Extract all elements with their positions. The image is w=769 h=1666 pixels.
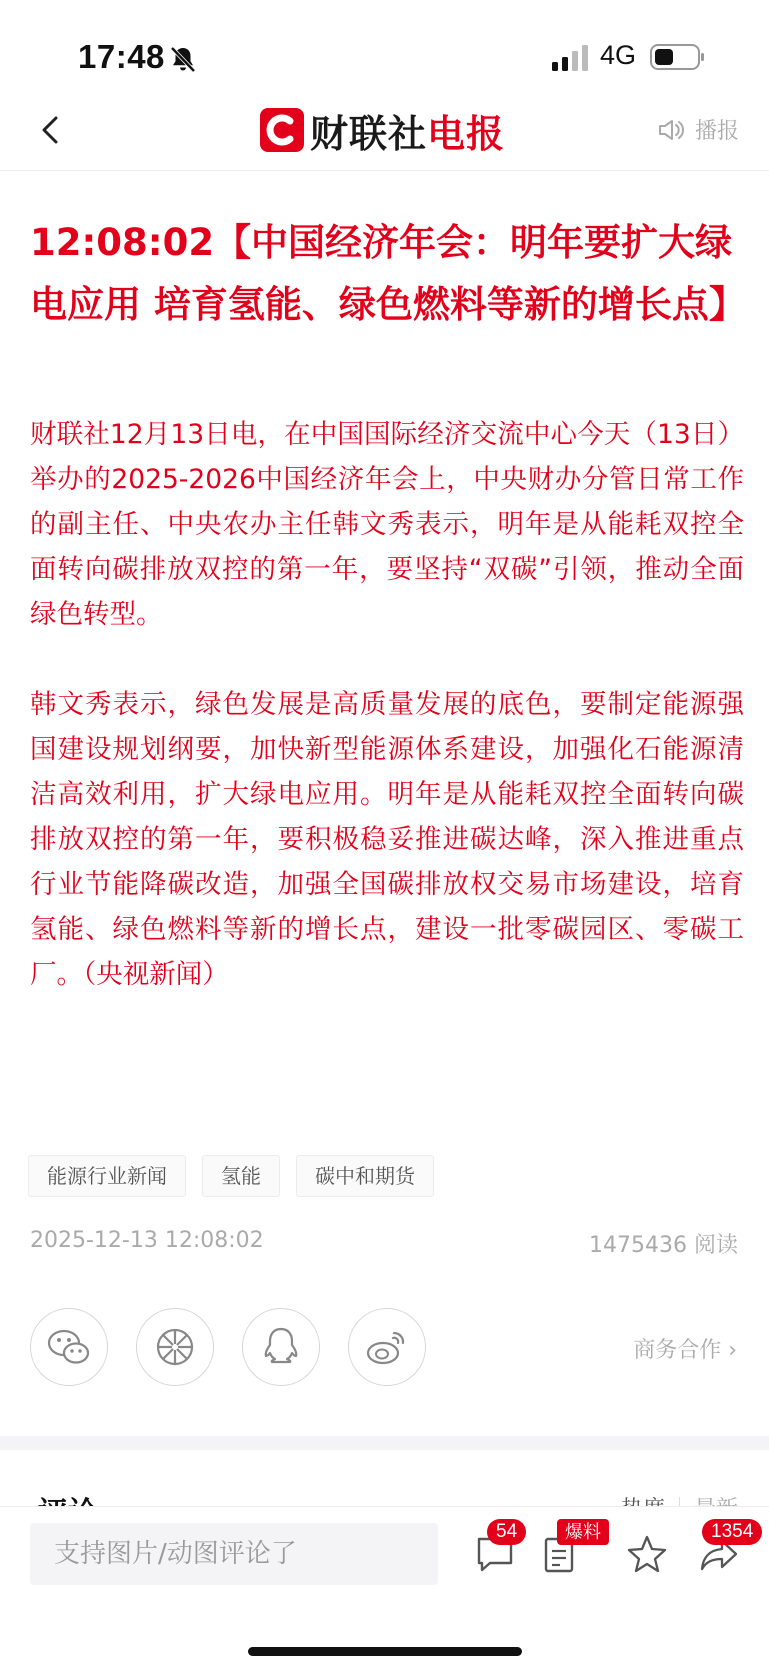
article-body [30, 412, 744, 997]
speaker-icon [657, 117, 685, 143]
weibo-icon [364, 1327, 410, 1367]
broadcast-button[interactable] [657, 114, 739, 145]
qq-icon [261, 1325, 301, 1369]
home-indicator [248, 1647, 522, 1656]
tag-item[interactable]: 碳中和期货 [296, 1155, 434, 1197]
back-arrow-icon[interactable] [36, 112, 66, 148]
signal-icon [552, 45, 590, 71]
share-qq-button[interactable] [242, 1308, 320, 1386]
publish-datetime: 2025-12-13 12:08:02 [30, 1228, 264, 1253]
tip-off-badge: 爆料 [557, 1519, 609, 1545]
battery-icon [650, 44, 706, 70]
favorite-star-icon[interactable] [626, 1533, 668, 1575]
tag-list [28, 1155, 434, 1197]
network-type: 4G [600, 40, 637, 70]
app-logo [260, 104, 505, 156]
share-row [30, 1308, 426, 1386]
moments-icon [153, 1325, 197, 1369]
share-moments-button[interactable] [136, 1308, 214, 1386]
logo-c-icon [260, 108, 304, 152]
bell-muted-icon [168, 44, 198, 74]
bottom-action-bar [0, 1506, 769, 1666]
share-count-badge: 1354 [702, 1519, 762, 1545]
business-cooperation-link[interactable]: 商务合作 › [633, 1338, 737, 1363]
article-meta [30, 1228, 738, 1259]
nav-bar [0, 90, 769, 171]
share-weibo-button[interactable] [348, 1308, 426, 1386]
comment-input[interactable]: 支持图片/动图评论了 [30, 1523, 438, 1585]
comment-count-badge: 54 [487, 1519, 526, 1545]
share-wechat-button[interactable] [30, 1308, 108, 1386]
article-headline: 12:08:02【中国经济年会：明年要扩大绿电应用 培育氢能、绿色燃料等新的增长点】 [30, 221, 746, 326]
status-time: 17:48 [78, 38, 165, 75]
wechat-icon [46, 1327, 92, 1367]
logo-text: 财联社电报 [310, 111, 506, 156]
tag-item[interactable]: 氢能 [202, 1155, 280, 1197]
read-count: 1475436 阅读 [589, 1233, 738, 1258]
article-paragraph: 韩文秀表示，绿色发展是高质量发展的底色，要制定能源强国建设规划纲要，加快新型能源体系建设，加强化石能源清洁高效利用，扩大绿电应用。明年是从能耗双控全面转向碳排放双控的第一年，要积极稳妥推进碳达峰，深入推进重点行业节能降碳改造，加强全国碳排放权交易市场建设，培育氢能、绿色燃料等新的增长点，建设一批零碳园区、零碳工厂。（央视新闻） [30, 689, 744, 990]
broadcast-label: 播报 [694, 119, 739, 144]
tag-item[interactable]: 能源行业新闻 [28, 1155, 186, 1197]
article-paragraph: 财联社12月13日电，在中国国际经济交流中心今天（13日）举办的2025-2026中国经济年会上，中央财办分管日常工作的副主任、中央农办主任韩文秀表示，明年是从能耗双控全面转向碳排放双控的第一年，要坚持“双碳”引领，推动全面绿色转型。 [30, 419, 744, 630]
section-divider [0, 1436, 769, 1450]
